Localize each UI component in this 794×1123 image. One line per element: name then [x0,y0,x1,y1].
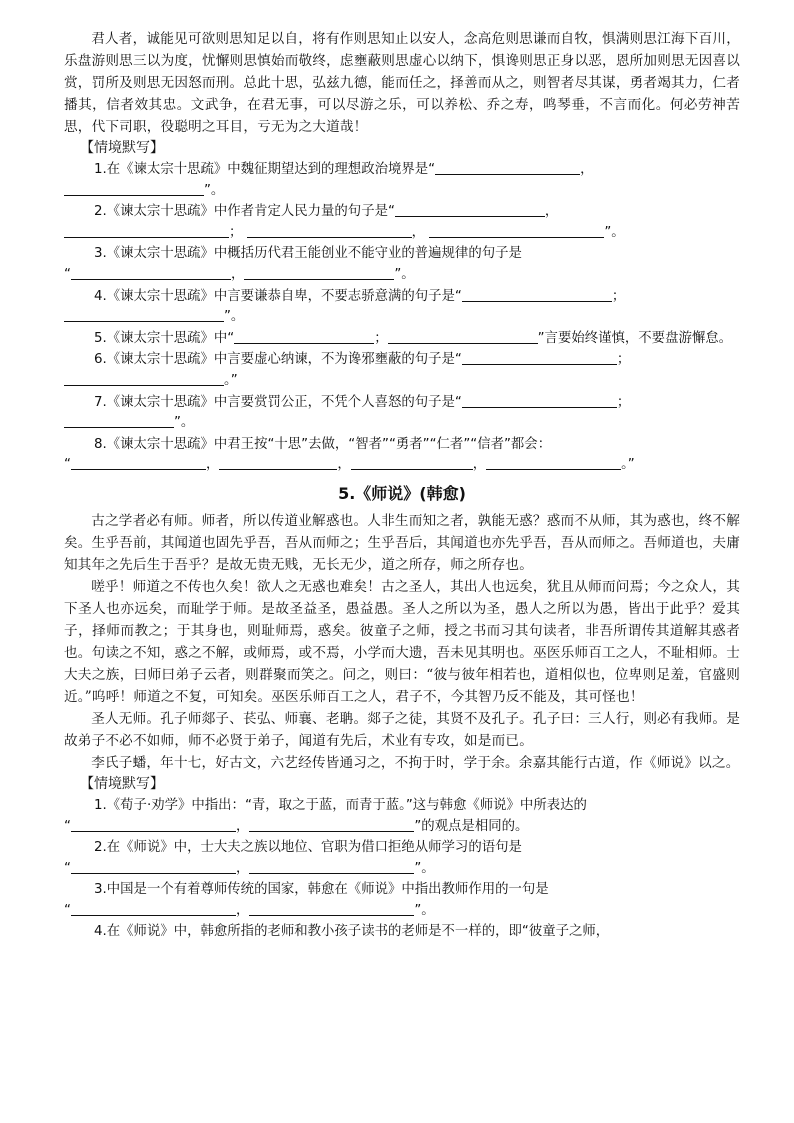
question-text: 《谏太宗十思疏》中概括历代君王能创业不能守业的普遍规律的句子是 [106,246,522,262]
question-number: 1. [94,162,107,177]
answer-blank[interactable] [395,202,545,217]
answer-blank[interactable] [64,223,229,238]
answer-blank[interactable] [462,393,617,408]
answer-blank[interactable] [429,223,604,238]
question-4: 4.《谏太宗十思疏》中言要谦恭自卑，不要志骄意满的句子是“ ； ”。 [64,287,740,328]
question-2-1: 1.《荀子·劝学》中指出：“青，取之于蓝，而青于蓝。”这与韩愈《师说》中所表达的 “ ， ”的观点是相同的。 [64,797,587,834]
question-text: 《谏太宗十思疏》中“ [106,330,235,346]
answer-blank[interactable] [249,817,414,832]
answer-blank[interactable] [388,329,538,344]
question-number: 5. [94,330,107,346]
document-page [64,28,740,943]
question-2-3: 3.中国是一个有着尊师传统的国家，韩愈在《师说》中指出教师作用的一句是 “ ， ”。 [64,882,549,918]
answer-blank[interactable] [64,181,204,196]
answer-blank[interactable] [64,307,224,322]
answer-blank[interactable] [435,160,580,175]
question-number: 2. [94,840,107,856]
answer-blank[interactable] [249,859,414,874]
question-number: 8. [94,436,107,452]
passage-shi-shuo-3: 圣人无师。孔子师郯子、苌弘、师襄、老聃。郯子之徒，其贤不及孔子。孔子曰：三人行，则必有我师。是故弟子不必不如师，师不必贤于弟子，闻道有先后，术业有专攻，如是而已。 [64,710,740,749]
answer-blank[interactable] [351,455,473,470]
answer-blank[interactable] [486,455,621,470]
question-number: 4. [94,924,107,940]
question-number: 1. [94,797,107,813]
answer-blank[interactable] [71,859,236,874]
question-text: 《荀子·劝学》中指出：“青，取之于蓝，而青于蓝。”这与韩愈《师说》中所表达的 [106,797,587,813]
question-2-4 [64,922,740,943]
question-text: 《谏太宗十思疏》中作者肯定人民力量的句子是“ [106,204,395,220]
question-7: 7.《谏太宗十思疏》中言要赏罚公正，不凭个人喜怒的句子是“ ； ”。 [64,393,740,434]
answer-blank[interactable] [64,413,174,428]
question-number: 3. [94,882,107,898]
question-number: 2. [94,204,107,220]
answer-blank[interactable] [462,350,617,365]
question-text: 在《谏太宗十思疏》中魏征期望达到的理想政治境界是“ [106,162,436,177]
answer-blank[interactable] [71,265,231,280]
passage-shi-si-shu: 君人者，诚能见可欲则思知足以自，将有作则思知止以安人，念高危则思谦而自牧，惧满则思江海下百川，乐盘游则思三以为度，忧懈则思慎始而敬终，虑壅蔽则思虚心以纳下，惧谗则思正身以恶，恩所加则思无因喜以赏，罚所及则思无因怒而刑。总此十思，弘兹九德，能而任之，择善而从之，则智者尽其谋，勇者竭其力，仁者播其，信者效其忠。文武争，在君无事，可以尽游之乐，可以养松、乔之寿，鸣琴垂，不言而化。何必劳神苦思，代下司职，役聪明之耳目，亏无为之大道哉！ [64,31,740,135]
passage-shi-shuo-1: 古之学者必有师。师者，所以传道业解惑也。人非生而知之者，孰能无惑？惑而不从师，其为惑也，终不解矣。生乎吾前，其闻道也固先乎吾，吾从而师之；生乎吾后，其闻道也亦先乎吾，吾从而师之。吾师道也，夫庸知其年之先后生于吾乎？是故无贵无贱，无长无少，道之所存，师之所存也。 [64,512,740,573]
question-8: 8.《谏太宗十思疏》中君王按“十思”去做，“智者”“勇者”“仁者”“信者”都会： “ ， ， ， 。” [64,436,635,473]
question-text: 《谏太宗十思疏》中君王按“十思”去做，“智者”“勇者”“仁者”“信者”都会： [106,436,552,452]
answer-blank[interactable] [71,817,236,832]
section-title-shi-shuo: 5.《师说》(韩愈) [338,483,466,503]
question-number: 6. [94,352,107,368]
question-text: 《谏太宗十思疏》中言要赏罚公正，不凭个人喜怒的句子是“ [106,394,462,410]
answer-blank[interactable] [64,371,224,386]
question-text: 《谏太宗十思疏》中言要谦恭自卑，不要志骄意满的句子是“ [106,288,462,304]
answer-blank[interactable] [462,287,612,302]
passage-shi-shuo-2: 嗟乎！师道之不传也久矣！欲人之无惑也难矣！古之圣人，其出人也远矣，犹且从师而问焉；今之众人，其下圣人也亦远矣，而耻学于师。是故圣益圣，愚益愚。圣人之所以为圣，愚人之所以为愚，皆出于此乎？爱其子，择师而教之；于其身也，则耻师焉，惑矣。彼童子之师，授之书而习其句读者，非吾所谓传其道解其惑者也。句读之不知，惑之不解，或师焉，或不焉，小学而大遗，吾未见其明也。巫医乐师百工之人，不耻相师。士大夫之族，曰师曰弟子云者，则群聚而笑之。问之，则曰：“彼与彼年相若也，道相似也，位卑则足羞，官盛则近。”呜呼！师道之不复，可知矣。巫医乐师百工之人，君子不，今其智乃反不能及，其可怪也！ [64,578,740,705]
answer-blank[interactable] [71,455,206,470]
question-text: 在《师说》中，士大夫之族以地位、官职为借口拒绝从师学习的语句是 [106,840,522,856]
answer-blank[interactable] [247,223,412,238]
question-5: 5.《谏太宗十思疏》中“ ； ”言要始终谨慎，不要盘游懈怠。 [94,330,733,346]
answer-blank[interactable] [249,901,414,916]
question-3: 3.《谏太宗十思疏》中概括历代君王能创业不能守业的普遍规律的句子是 “ ， ”。 [64,246,522,282]
question-text: 中国是一个有着尊师传统的国家，韩愈在《师说》中指出教师作用的一句是 [106,882,549,898]
passage-shi-shuo-4: 李氏子蟠，年十七，好古文，六艺经传皆通习之，不拘于时，学于余。余嘉其能行古道，作《师说》以之。 [91,754,740,771]
question-number: 7. [94,394,107,410]
question-6: 6.《谏太宗十思疏》中言要虚心纳谏，不为谗邪壅蔽的句子是“ ； 。” [64,350,740,391]
section-heading-2: 【情境默写】 [80,775,164,792]
question-2-2: 2.在《师说》中，士大夫之族以地位、官职为借口拒绝从师学习的语句是 “ ， ”。 [64,840,522,876]
answer-blank[interactable] [219,455,337,470]
question-2: 2.《谏太宗十思疏》中作者肯定人民力量的句子是“ ， ； ， ”。 [64,202,740,243]
answer-blank[interactable] [71,901,236,916]
answer-blank[interactable] [234,329,374,344]
question-text: 《谏太宗十思疏》中言要虚心纳谏，不为谗邪壅蔽的句子是“ [106,352,462,368]
question-number: 3. [94,246,107,262]
section-heading-1: 【情境默写】 [80,140,164,156]
question-number: 4. [94,288,107,304]
question-text: 在《师说》中，韩愈所指的老师和教小孩子读书的老师是不一样的，即“彼童子之师， [106,924,610,940]
question-1: 1.在《谏太宗十思疏》中魏征期望达到的理想政治境界是“ ， ”。 [64,160,740,201]
answer-blank[interactable] [244,265,394,280]
